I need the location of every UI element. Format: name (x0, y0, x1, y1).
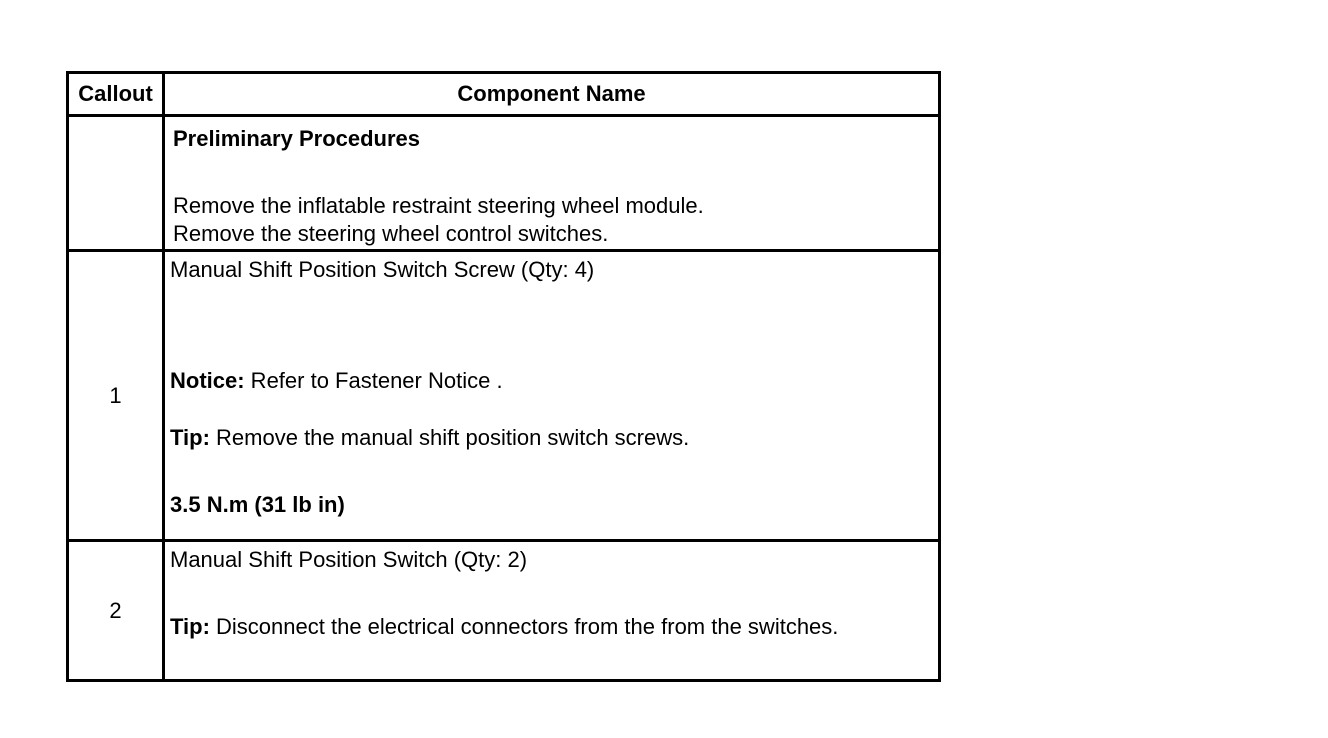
table-header-row (68, 73, 940, 116)
preliminary-content-cell (164, 116, 940, 251)
tip-label: Tip: (170, 425, 210, 451)
tip-text: Disconnect the electrical connectors from the from the switches. (209, 613, 839, 639)
notice-line (165, 367, 938, 396)
preliminary-callout-cell (68, 116, 164, 251)
torque-spec: 3.5 N.m (31 lb in) (170, 491, 345, 517)
header-component-name: Component Name (164, 73, 940, 116)
callout-number: 1 (68, 251, 164, 541)
notice-label: Notice: (170, 367, 245, 393)
tip-label: Tip: (170, 613, 210, 639)
table-row (68, 541, 940, 681)
preliminary-step: Remove the steering wheel control switches. (173, 221, 609, 247)
component-name: Manual Shift Position Switch Screw (Qty: 4) (170, 257, 595, 282)
header-callout: Callout (68, 73, 164, 116)
table-row (68, 251, 940, 541)
preliminary-title: Preliminary Procedures (173, 126, 421, 151)
tip-line (165, 613, 938, 642)
callout-number: 2 (68, 541, 164, 681)
preliminary-row (68, 116, 940, 251)
tip-line (165, 424, 938, 453)
component-name: Manual Shift Position Switch (Qty: 2) (170, 547, 528, 572)
component-cell (164, 541, 940, 681)
component-cell (164, 251, 940, 541)
notice-text: Refer to Fastener Notice . (244, 367, 503, 393)
procedure-table (66, 71, 941, 682)
preliminary-step: Remove the inflatable restraint steering wheel module. (173, 192, 704, 218)
tip-text: Remove the manual shift position switch screws. (209, 425, 690, 451)
